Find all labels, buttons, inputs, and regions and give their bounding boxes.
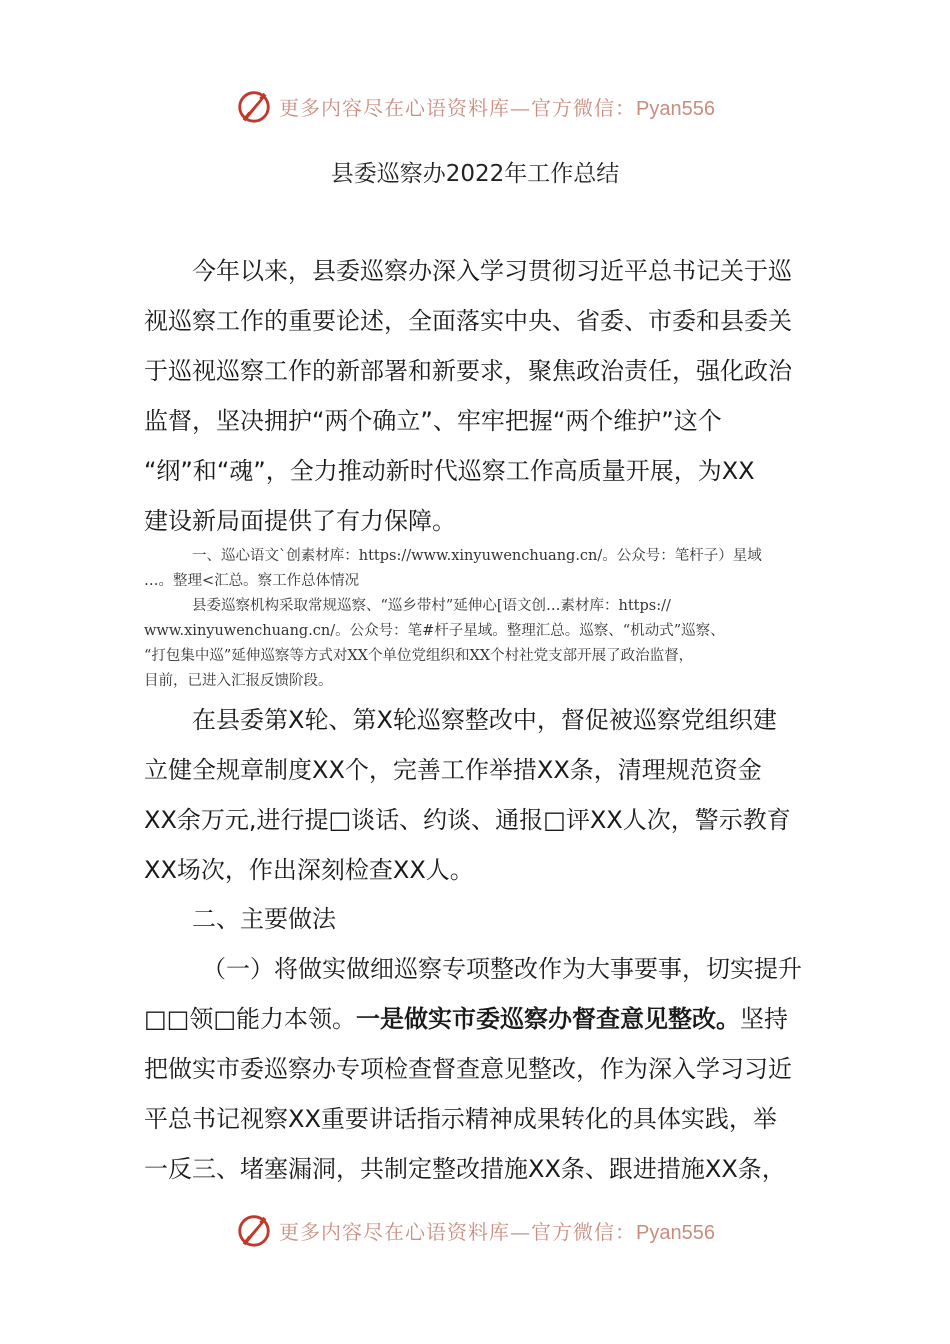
text-line: 于巡视巡察工作的新部署和新要求，聚焦政治责任，强化政治 (144, 357, 792, 385)
text-line: …。整理<汇总。察工作总体情况 (144, 573, 360, 589)
watermark-bottom (0, 1210, 950, 1250)
watermark-top (0, 86, 950, 126)
watermark-text: 更多内容尽在心语资料库—官方微信： (279, 1219, 637, 1244)
text-line: 县委巡察机构采取常规巡察、“巡乡带村”延伸心[语文创…素材库：https:// (192, 598, 671, 614)
text-line: XX余万元,进行提□谈话、约谈、通报□评XX人次，警示教育 (144, 806, 791, 834)
text-line: 视巡察工作的重要论述，全面落实中央、省委、市委和县委关 (144, 307, 792, 335)
subsection-heading: （一）将做实做细巡察专项整改作为大事要事，切实提升 (202, 955, 802, 983)
intro-paragraph (144, 246, 808, 546)
subsection-heading-tail: □□领□能力本领。 (144, 1005, 357, 1033)
section-heading-text: 二、主要做法 (192, 905, 336, 933)
text-line: 把做实市委巡察办专项检查督查意见整改，作为深入学习习近 (144, 1055, 792, 1083)
text-line: 监督，坚决拥护“两个确立”、牢牢把握“两个维护”这个 (144, 407, 722, 435)
subsection-1 (144, 944, 808, 1194)
quill-pen-logo-icon (235, 1211, 273, 1249)
text-line: 在县委第X轮、第X轮巡察整改中，督促被巡察党组织建 (192, 706, 777, 734)
text-line: “打包集中巡”延伸巡察等方式对XX个单位党组织和XX个村社党支部开展了政治监督， (144, 648, 694, 664)
text-line (144, 994, 808, 1044)
text-fragment: 坚持 (740, 1005, 789, 1033)
text-line: “纲”和“魂”，全力推动新时代巡察工作高质量开展，为XX (144, 457, 755, 485)
text-line: 建设新局面提供了有力保障。 (144, 507, 456, 535)
section-2-heading (144, 894, 808, 944)
text-line: 目前，已进入汇报反馈阶段。 (144, 673, 333, 689)
small-paragraph-1 (144, 544, 808, 594)
watermark-text: 更多内容尽在心语资料库—官方微信： (279, 95, 637, 120)
watermark-id: Pyan556 (636, 97, 715, 120)
text-line: 一反三、堵塞漏洞，共制定整改措施XX条、跟进措施XX条， (144, 1155, 786, 1183)
text-line: 平总书记视察XX重要讲话指示精神成果转化的具体实践，举 (144, 1105, 777, 1133)
text-line: 今年以来，县委巡察办深入学习贯彻习近平总书记关于巡 (192, 257, 792, 285)
watermark-id: Pyan556 (636, 1221, 715, 1244)
quill-pen-logo-icon (235, 87, 273, 125)
rectification-paragraph (144, 695, 808, 895)
text-line: 一、巡心语文`创素材库：https://www.xinyuwenchuang.cn/。公众号：笔杆子）星域 (192, 548, 762, 564)
document-title: 县委巡察办2022年工作总结 (330, 161, 620, 187)
text-line: 立健全规章制度XX个，完善工作举措XX条，清理规范资金 (144, 756, 762, 784)
text-line: www.xinyuwenchuang.cn/。公众号：笔#杆子星域。整理汇总。巡察、“机动式”巡察、 (144, 623, 725, 639)
bold-point-1: 一是做实市委巡察办督查意见整改。 (356, 1005, 741, 1033)
small-paragraph-2 (144, 594, 808, 694)
text-line: XX场次，作出深刻检查XX人。 (144, 856, 474, 884)
